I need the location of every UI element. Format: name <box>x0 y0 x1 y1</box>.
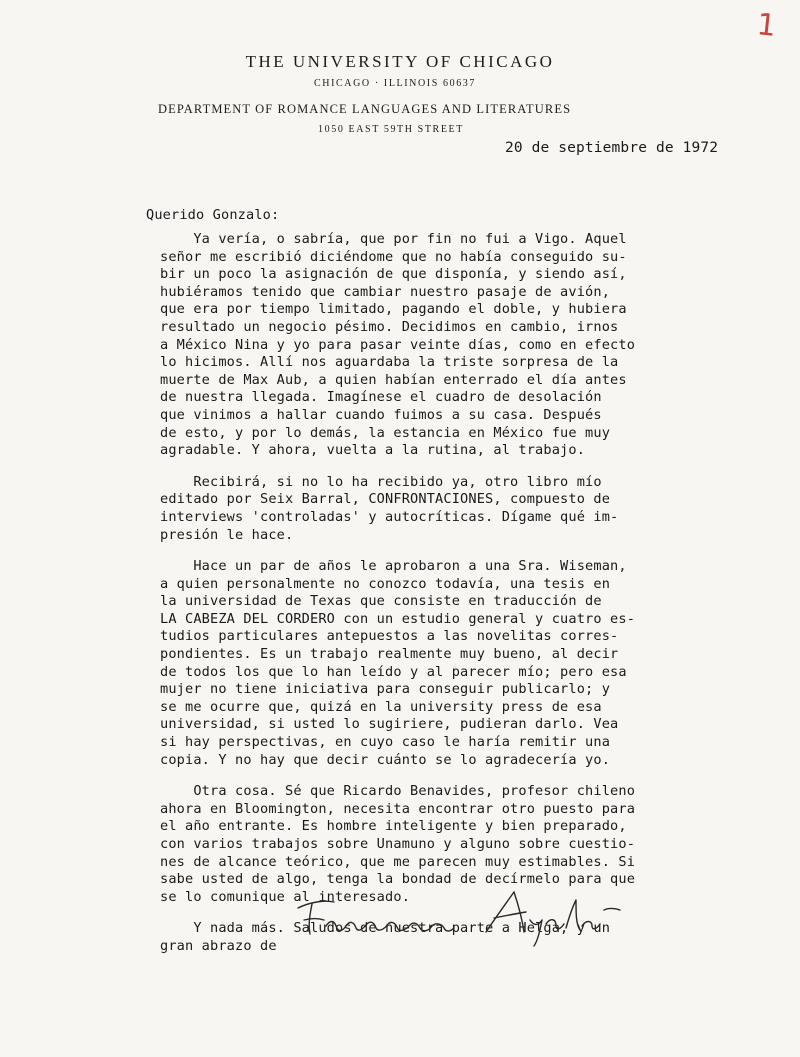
text-line: a México Nina y yo para pasar veinte días, como en efecto <box>160 336 636 353</box>
text-line: gran abrazo de <box>160 937 277 954</box>
text-line: mujer no tiene iniciativa para conseguir publicarlo; y <box>160 681 611 698</box>
signature <box>290 880 630 950</box>
text-line: de esto, y por lo demás, la estancia en México fue muy <box>160 424 611 441</box>
text-line: de nuestra llegada. Imagínese el cuadro de desolación <box>160 389 602 406</box>
text-line: lo hicimos. Allí nos aguardaba la triste sorpresa de la <box>160 354 619 371</box>
letterhead <box>150 52 670 135</box>
text-line: la universidad de Texas que consiste en traducción de <box>160 593 602 610</box>
text-line: se lo comunique al interesado. <box>160 888 411 905</box>
text-line: editado por Seix Barral, CONFRONTACIONES, compuesto de <box>160 491 611 508</box>
paragraph <box>160 558 635 769</box>
text-line: si hay perspectivas, en cuyo caso le haría remitir una <box>160 734 611 751</box>
text-line: el año entrante. Es hombre inteligente y bien preparado, <box>160 818 627 835</box>
text-line: agradable. Y ahora, vuelta a la rutina, al trabajo. <box>160 442 586 459</box>
text-line: se me ocurre que, quizá en la university press de esa <box>160 698 602 715</box>
text-line: que era por tiempo limitado, pagando el doble, y hubiera <box>160 301 627 318</box>
text-line: Hace un par de años le aprobaron a una Sra. Wiseman, <box>160 558 627 575</box>
text-line: universidad, si usted lo sugiriere, pudieran darlo. Vea <box>160 716 619 733</box>
letter-body <box>160 231 635 956</box>
letterhead-street: 1050 EAST 59TH STREET <box>318 124 464 135</box>
page-number: 1 <box>755 7 778 44</box>
letterhead-university: THE UNIVERSITY OF CHICAGO <box>245 52 555 71</box>
text-line: pondientes. Es un trabajo realmente muy bueno, al decir <box>160 646 619 663</box>
text-line: hubiéramos tenido que cambiar nuestro pasaje de avión, <box>160 283 611 300</box>
letter-date: 20 de septiembre de 1972 <box>505 140 719 156</box>
letterhead-department: DEPARTMENT OF ROMANCE LANGUAGES AND LITERATURES <box>158 102 572 116</box>
text-line: ahora en Bloomington, necesita encontrar otro puesto para <box>160 800 636 817</box>
paragraph <box>160 231 635 460</box>
text-line: tudios particulares antepuestos a las novelitas corres- <box>160 628 619 645</box>
letterhead-city: CHICAGO · ILLINOIS 60637 <box>314 78 476 89</box>
text-line: presión le hace. <box>160 526 294 543</box>
text-line: copia. Y no hay que decir cuánto se lo agradecería yo. <box>160 751 611 768</box>
salutation: Querido Gonzalo: <box>146 207 280 223</box>
text-line: de todos los que lo han leído y al parecer mío; pero esa <box>160 663 627 680</box>
text-line: sabe usted de algo, tenga la bondad de decírmelo para que <box>160 871 636 888</box>
text-line: interviews 'controladas' y autocríticas. Dígame qué im- <box>160 508 619 525</box>
text-line: con varios trabajos sobre Unamuno y alguno sobre cuestio- <box>160 836 636 852</box>
text-line: bir un poco la asignación de que disponía, y siendo así, <box>160 266 627 283</box>
text-line: señor me escribió diciéndome que no había conseguido su- <box>160 248 627 265</box>
text-line: Ya vería, o sabría, que por fin no fui a Vigo. Aquel <box>160 231 627 247</box>
text-line: a quien personalmente no conozco todavía, una tesis en <box>160 575 611 592</box>
paragraph <box>160 474 635 544</box>
text-line: LA CABEZA DEL CORDERO con un estudio general y cuatro es- <box>160 610 636 627</box>
text-line: Y nada más. Saludos de nuestra parte a Helga, y un <box>160 920 611 937</box>
text-line: que vinimos a hallar cuando fuimos a su casa. Después <box>160 406 602 423</box>
text-line: Otra cosa. Sé que Ricardo Benavides, profesor chileno <box>160 783 636 800</box>
text-line: muerte de Max Aub, a quien habían enterrado el día antes <box>160 371 627 388</box>
text-line: nes de alcance teórico, que me parecen muy estimables. Si <box>160 853 636 870</box>
text-line: Recibirá, si no lo ha recibido ya, otro libro mío <box>160 473 602 490</box>
text-line: resultado un negocio pésimo. Decidimos en cambio, irnos <box>160 318 619 335</box>
